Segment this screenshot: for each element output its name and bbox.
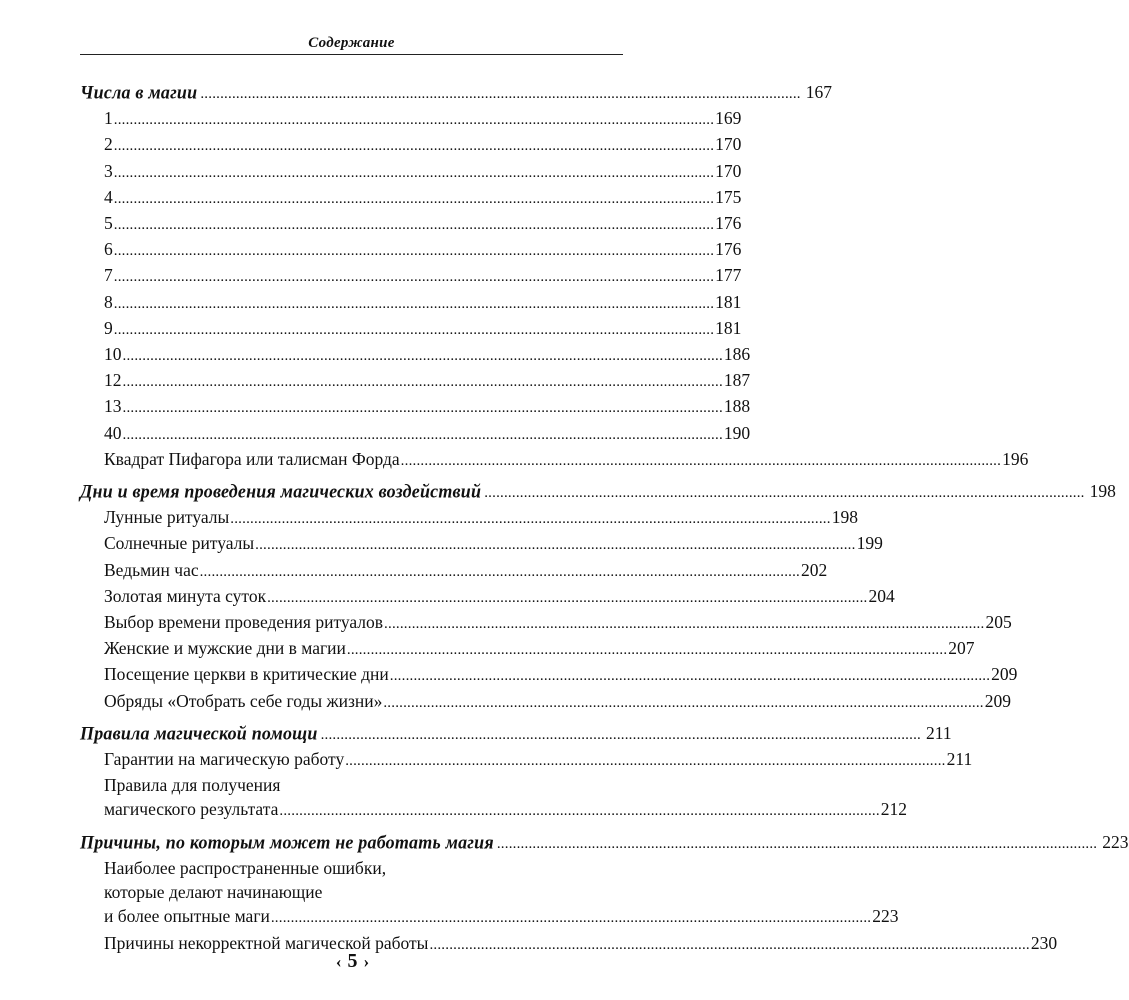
dot-leader: ........................................................................................................................................................ [429, 936, 1030, 953]
toc-entry-page: 202 [801, 559, 828, 580]
left-chevron-icon: ‹ [335, 952, 342, 971]
toc-entry-title: Солнечные ритуалы [104, 533, 255, 554]
toc-entry-page: 212 [880, 799, 908, 820]
toc-entry[interactable] [80, 610, 1012, 636]
toc-entry-page: 196 [1002, 448, 1029, 469]
toc-entry-page: 209 [984, 690, 1011, 711]
toc-entry-page: 209 [991, 664, 1018, 685]
toc-entry-page: 170 [715, 160, 742, 181]
dot-leader: ........................................................................................................................................................ [267, 589, 868, 606]
toc-entry[interactable] [80, 584, 895, 610]
toc-entry-title: 8 [104, 291, 113, 312]
toc-entry[interactable] [80, 505, 858, 531]
dot-leader: ........................................................................................................................................................ [484, 485, 1085, 502]
toc-section-title: Числа в магии [80, 81, 198, 103]
dot-leader: ........................................................................................................................................................ [122, 400, 723, 417]
toc-entry[interactable] [80, 421, 751, 447]
toc-entry-title: Посещение церкви в критические дни [104, 664, 389, 685]
toc-entry-title: 6 [104, 239, 113, 260]
toc-entry-page: 211 [946, 749, 973, 770]
toc-entry[interactable] [80, 132, 742, 158]
toc-section[interactable] [80, 80, 832, 106]
dot-leader: ........................................................................................................................................................ [345, 753, 946, 770]
toc-section-title: Правила магической помощи [80, 722, 318, 744]
toc-entry-title: Золотая минута суток [104, 585, 267, 606]
toc-entry-title: Причины некорректной магической работы [104, 932, 429, 953]
dot-leader: ........................................................................................................................................................ [496, 835, 1098, 852]
toc-entry[interactable] [80, 797, 908, 823]
dot-leader: ........................................................................................................................................................ [113, 217, 715, 234]
page-number: 5 [347, 950, 358, 972]
toc-section-page: 211 [925, 722, 952, 743]
toc-entry[interactable] [80, 211, 742, 237]
toc-entry-page: 188 [723, 396, 751, 417]
dot-leader: ........................................................................................................................................................ [389, 668, 991, 685]
dot-leader: ........................................................................................................................................................ [400, 452, 1002, 469]
dot-leader: ........................................................................................................................................................ [113, 190, 715, 207]
toc-entry[interactable] [80, 662, 1018, 688]
toc-entry-page: 181 [715, 291, 742, 312]
toc-entry-page: 170 [715, 134, 742, 155]
dot-leader: ........................................................................................................................................................ [320, 726, 921, 743]
toc-entry-title: 12 [104, 370, 122, 391]
toc-entry[interactable] [80, 447, 1029, 473]
toc-entry-page: 177 [715, 265, 742, 286]
dot-leader: ........................................................................................................................................................ [113, 138, 715, 155]
toc-entry-title: 5 [104, 213, 113, 234]
toc-entry-title: и более опытные маги [104, 906, 270, 927]
toc-entry-title: Выбор времени проведения ритуалов [104, 612, 384, 633]
toc-entry-page: 190 [723, 422, 751, 443]
toc-entry-title: 9 [104, 317, 113, 338]
toc-entry-title: Лунные ритуалы [104, 507, 230, 528]
toc-entry-title: 13 [104, 396, 122, 417]
dot-leader: ........................................................................................................................................................ [113, 164, 715, 181]
toc-entry-title: Гарантии на магическую работу [104, 749, 345, 770]
toc-entry-page: 205 [985, 612, 1012, 633]
toc-entry-line: Наиболее распространенные ошибки, [104, 857, 387, 878]
toc-entry-title: магического результата [104, 799, 279, 820]
toc-entry-page: 207 [948, 638, 975, 659]
toc-entry-page: 186 [723, 344, 751, 365]
toc-entry-page: 204 [868, 585, 895, 606]
toc-entry[interactable] [80, 394, 751, 420]
dot-leader: ........................................................................................................................................................ [113, 295, 715, 312]
running-header [80, 34, 623, 55]
dot-leader: ........................................................................................................................................................ [384, 616, 985, 633]
toc-entry-title: 4 [104, 186, 113, 207]
dot-leader: ........................................................................................................................................................ [113, 321, 715, 338]
toc-entry-line: которые делают начинающие [104, 882, 323, 903]
toc-entry-page: 198 [831, 507, 858, 528]
toc-entry[interactable] [80, 342, 751, 368]
dot-leader: ........................................................................................................................................................ [346, 642, 948, 659]
dot-leader: ........................................................................................................................................................ [200, 86, 801, 102]
toc-entry-title: 3 [104, 160, 113, 181]
toc-entry[interactable] [80, 263, 742, 289]
toc-entry-title: 40 [104, 422, 122, 443]
dot-leader: ........................................................................................................................................................ [122, 374, 723, 391]
toc-entry-page: 199 [856, 533, 883, 554]
toc-entry-title: Женские и мужские дни в магии [104, 638, 346, 659]
toc-entry-title: 1 [104, 108, 113, 129]
toc-section-page: 167 [805, 82, 832, 102]
toc-section-title: Дни и время проведения магических воздействий [80, 480, 482, 502]
toc-section[interactable] [80, 721, 952, 747]
toc-entry-page: 181 [715, 317, 742, 338]
toc-entry-page: 175 [715, 186, 742, 207]
dot-leader: ........................................................................................................................................................ [270, 910, 872, 927]
dot-leader: ........................................................................................................................................................ [383, 694, 984, 711]
toc-entry-title: 2 [104, 134, 113, 155]
right-chevron-icon: › [363, 952, 370, 971]
toc-entry-title: Обряды «Отобрать себе годы жизни» [104, 690, 383, 711]
toc-entry[interactable] [80, 237, 742, 263]
dot-leader: ........................................................................................................................................................ [255, 537, 856, 554]
header-title: Содержание [308, 35, 395, 51]
toc-entry-title: Ведьмин час [104, 559, 199, 580]
toc-entry[interactable] [80, 558, 828, 584]
toc-entry[interactable] [80, 316, 742, 342]
dot-leader: ........................................................................................................................................................ [122, 426, 723, 443]
toc-entry-page: 187 [723, 370, 751, 391]
dot-leader: ........................................................................................................................................................ [113, 243, 715, 260]
toc-entry[interactable] [80, 368, 751, 394]
dot-leader: ........................................................................................................................................................ [122, 348, 723, 365]
toc-entry[interactable] [80, 904, 899, 930]
toc-entry[interactable] [80, 106, 742, 132]
toc-entry-line: Правила для получения [104, 775, 281, 796]
toc-entry-page: 223 [872, 906, 899, 927]
toc-entry-page: 230 [1030, 932, 1058, 953]
toc-entry-title: Квадрат Пифагора или талисман Форда [104, 448, 400, 469]
dot-leader: ........................................................................................................................................................ [113, 269, 715, 286]
toc-entry-title: 7 [104, 265, 113, 286]
toc-section-page: 223 [1102, 831, 1129, 852]
toc-section[interactable] [80, 830, 1129, 856]
toc-entry[interactable] [80, 290, 742, 316]
toc-section-title: Причины, по которым может не работать магия [80, 831, 494, 853]
toc-entry[interactable] [80, 747, 973, 773]
dot-leader: ........................................................................................................................................................ [113, 112, 715, 129]
toc-entry-page: 176 [715, 239, 742, 260]
dot-leader: ........................................................................................................................................................ [230, 511, 831, 528]
page-footer [0, 950, 705, 973]
dot-leader: ........................................................................................................................................................ [279, 803, 880, 820]
toc-entry-title: 10 [104, 344, 122, 365]
toc-entry[interactable] [80, 159, 742, 185]
dot-leader: ........................................................................................................................................................ [199, 563, 801, 580]
toc-entry[interactable] [80, 636, 975, 662]
toc-section[interactable] [80, 479, 1116, 505]
toc-entry[interactable] [80, 531, 883, 557]
toc-entry-page: 169 [715, 108, 742, 129]
toc-section-page: 198 [1089, 481, 1116, 502]
toc-entry[interactable] [80, 185, 742, 211]
toc-entry-page: 176 [715, 213, 742, 234]
table-of-contents [80, 74, 1129, 957]
toc-entry[interactable] [80, 689, 1011, 715]
